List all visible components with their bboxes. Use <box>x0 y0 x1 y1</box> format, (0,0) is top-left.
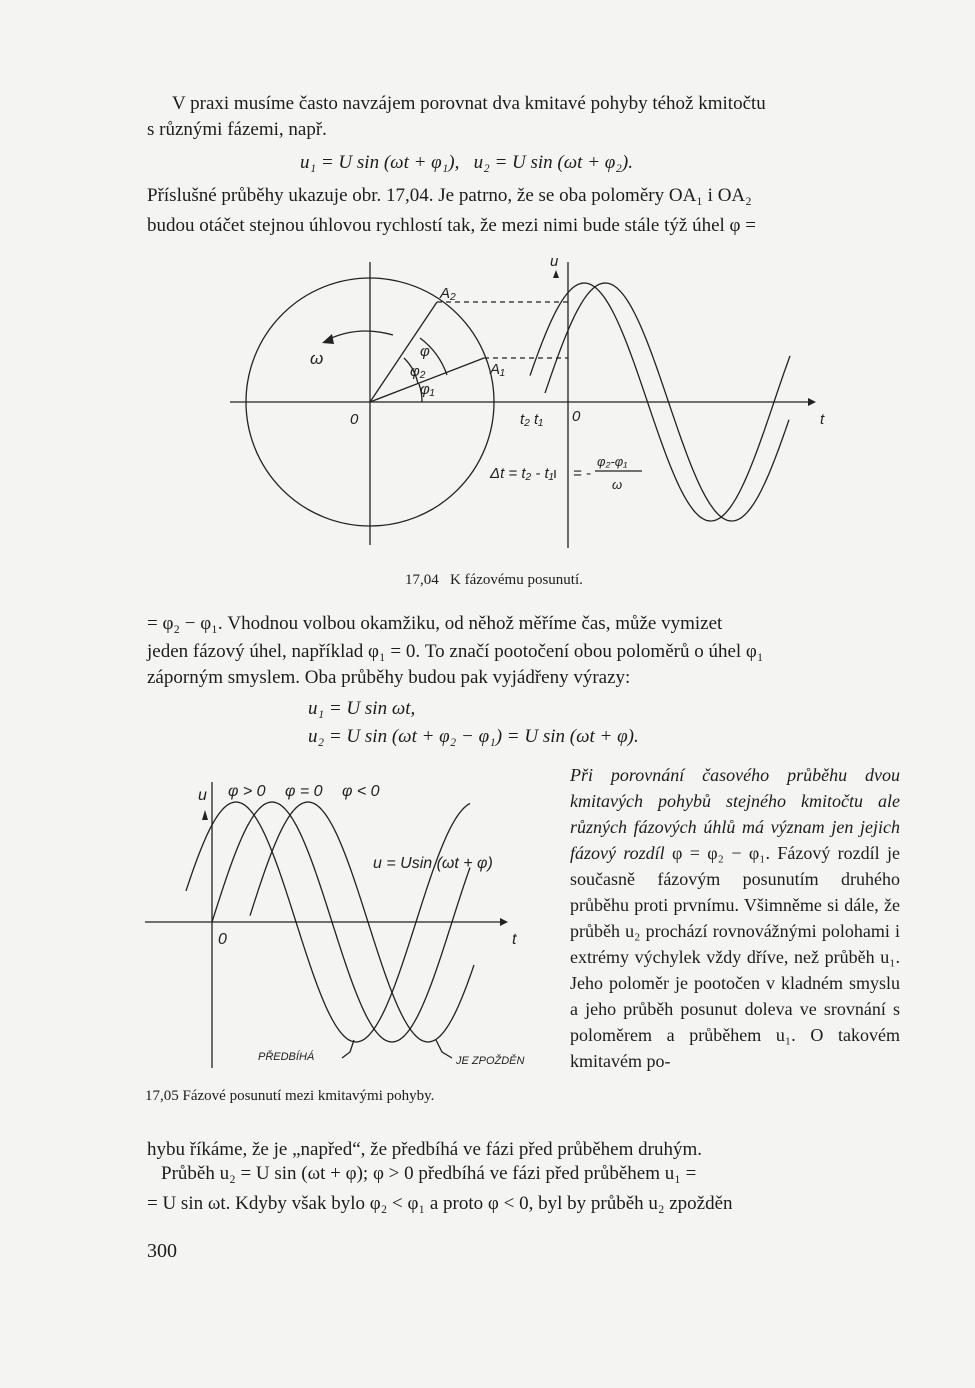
lead-pointer <box>342 1040 354 1058</box>
label-phi2: φ₂ <box>410 363 426 380</box>
label-A2: A₂ <box>440 285 456 302</box>
para2-line2: budou otáčet stejnou úhlovou rychlostí tak, že mezi nimi bude stále týž úhel φ = <box>147 215 756 236</box>
label-leads: PŘEDBÍHÁ <box>258 1051 315 1063</box>
label-A1: A₁ <box>490 361 505 378</box>
para3-line3: záporným smyslem. Oba průběhy budou pak vyjádřeny výrazy: <box>147 667 631 688</box>
para3-line1: = φ₂ − φ₁. Vhodnou volbou okamžiku, od něhož měříme čas, může vymizet <box>147 613 723 634</box>
label-frac-num: φ₂-φ₁ <box>597 454 628 469</box>
t-axis-arrow <box>500 918 508 926</box>
label-u: u <box>550 253 559 270</box>
label-origin: 0 <box>218 931 227 948</box>
right-column-text: Při porovnání časového průběhu dvou kmitavých pohybů stejného kmitočtu ale různých fázových úhlů má význam jen jejich fázový rozdíl φ = φ₂ − φ₁. Fázový rozdíl je současně fázovým posunutím druhého průběhu proti prvnímu. Všimněme si dále, že průběh u₂ prochází rovnovážnými polohami i extrémy výchylek vždy dříve, než průběh u₁. Jeho poloměr je pootočen v kladném smyslu a jeho průběh posunut doleva ve srovnání s poloměrem a průběhem u₁. O takovém kmitavém po- <box>570 765 901 1071</box>
equation-3: u₂ = U sin (ωt + φ₂ − φ₁) = U sin (ωt + φ). <box>308 726 639 747</box>
para4-line1: hybu říkáme, že je „napřed“, že předbíhá ve fázi před průběhem druhým. <box>147 1139 702 1160</box>
label-phi1: φ₁ <box>420 381 435 398</box>
label-frac-eq: = - <box>573 465 591 482</box>
para2-line1: Příslušné průběhy ukazuje obr. 17,04. Je patrno, že se oba poloměry OA₁ i OA₂ <box>147 185 752 206</box>
label-phi-zero: φ = 0 <box>285 783 323 800</box>
label-zero-graph: 0 <box>572 408 581 425</box>
label-equation: u = Usin (ωt + φ) <box>373 855 493 872</box>
para5-line1: Průběh u₂ = U sin (ωt + φ); φ > 0 předbíhá ve fázi před průběhem u₁ = <box>161 1163 697 1184</box>
label-phi-negative: φ < 0 <box>342 783 380 800</box>
label-frac-den: ω <box>612 477 623 492</box>
label-t: t <box>512 931 517 948</box>
label-t: t <box>820 411 825 428</box>
para3-line2: jeden fázový úhel, například φ₁ = 0. To značí pootočení obou poloměrů o úhel φ₁ <box>147 641 764 662</box>
label-lags: JE ZPOŽDĚN <box>456 1055 525 1067</box>
para1-line1: V praxi musíme často navzájem porovnat dva kmitavé pohyby téhož kmitočtu <box>172 93 766 114</box>
label-u: u <box>198 787 207 804</box>
label-t2-t1: t₂ t₁ <box>520 411 543 428</box>
u-axis-arrow <box>202 810 208 820</box>
label-phi-positive: φ > 0 <box>228 783 266 800</box>
label-origin: 0 <box>350 411 359 428</box>
equation-2: u₁ = U sin ωt, <box>308 698 416 719</box>
lag-pointer <box>436 1040 452 1058</box>
label-phi: φ <box>420 343 430 360</box>
label-omega: ω <box>310 349 324 368</box>
para1-line2: s různými fázemi, např. <box>147 119 327 140</box>
label-delta-t: Δt = t₂ - t₁ <box>490 465 554 482</box>
figure-1-caption: 17,04 K fázovému posunutí. <box>405 572 583 588</box>
figure-2-caption: 17,05 Fázové posunutí mezi kmitavými pohyby. <box>145 1088 435 1104</box>
equation-1: u₁ = U sin (ωt + φ₁), u₂ = U sin (ωt + φ₂). <box>300 152 633 173</box>
page-number: 300 <box>147 1240 177 1262</box>
para5-line2: = U sin ωt. Kdyby však bylo φ₂ < φ₁ a proto φ < 0, byl by průběh u₂ zpožděn <box>147 1193 733 1214</box>
